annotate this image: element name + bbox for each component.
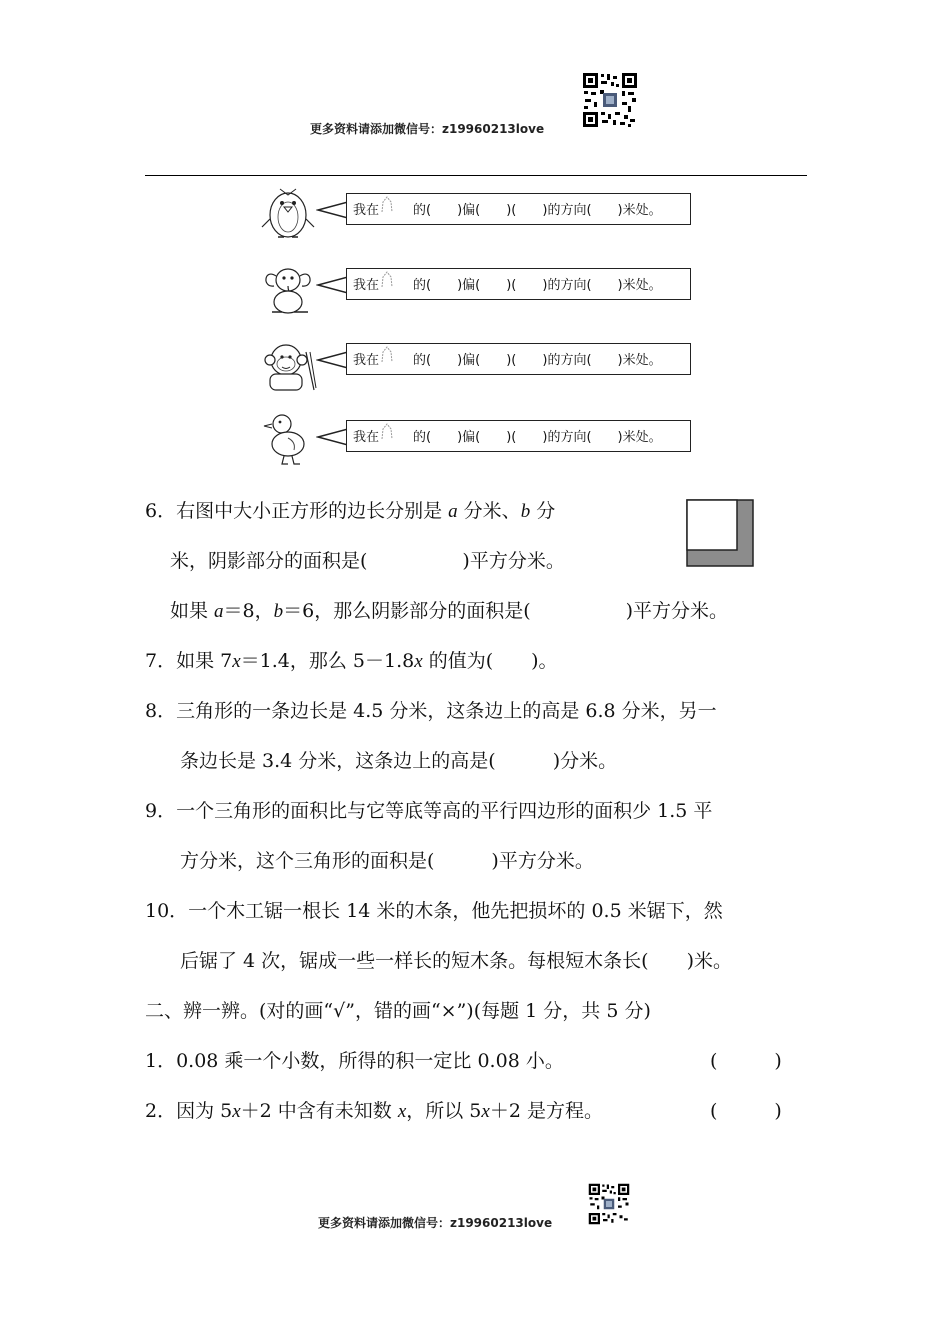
speech-tail — [316, 348, 348, 372]
var-b: b — [273, 601, 284, 622]
judge-text: ＋2 中含有未知数 — [240, 1100, 398, 1122]
small-animal-icon — [379, 344, 395, 364]
question-9-line-2: 方分米，这个三角形的面积是( )平方分米。 — [180, 850, 594, 872]
speech-bubble — [346, 193, 691, 225]
question-6-line-3 — [170, 596, 728, 623]
footer-wechat-text: 更多资料请添加微信号：z19960213love — [318, 1216, 553, 1230]
question-8-line-2: 条边长是 3.4 分米，这条边上的高是( )分米。 — [180, 750, 618, 772]
var-a: a — [448, 501, 458, 522]
speech-bubble — [346, 268, 691, 300]
var-x: x — [232, 651, 241, 672]
question-10-line-2: 后锯了 4 次，锯成一些一样长的短木条。每根短木条长( )米。 — [180, 950, 732, 972]
q7-text: 的值为( )。 — [422, 650, 558, 672]
var-x: x — [414, 651, 423, 672]
bubble-prefix: 我在 — [353, 353, 380, 368]
question-6-line-1 — [145, 496, 555, 523]
question-8-line-1: 8．三角形的一条边长是 4.5 分米，这条边上的高是 6.8 分米，另一 — [145, 700, 717, 722]
question-9-line-1: 9．一个三角形的面积比与它等底等高的平行四边形的面积少 1.5 平 — [145, 800, 713, 822]
section-2-title: 二、辨一辨。(对的画“√”，错的画“×”)(每题 1 分，共 5 分) — [145, 1000, 651, 1022]
q6-text: 分 — [530, 500, 556, 522]
judge-text: ，所以 5 — [406, 1100, 482, 1122]
header-wechat-text: 更多资料请添加微信号：z19960213love — [310, 122, 545, 136]
q6-text: ＝8， — [223, 600, 274, 622]
var-x: x — [397, 1101, 407, 1122]
judge-answer-1[interactable]: ( ) — [710, 1050, 782, 1072]
judge-item-2 — [145, 1096, 603, 1123]
speech-bubble — [346, 420, 691, 452]
small-animal-icon — [379, 269, 395, 289]
judge-answer-2[interactable]: ( ) — [710, 1100, 782, 1122]
bubble-rest: 的( )偏( )( )的方向( )米处。 — [413, 203, 662, 218]
small-animal-icon — [379, 194, 395, 214]
bubble-rest: 的( )偏( )( )的方向( )米处。 — [413, 278, 662, 293]
q6-text: 6．右图中大小正方形的边长分别是 — [145, 500, 449, 522]
speech-bubble — [346, 343, 691, 375]
q7-text: ＝1.4，那么 5－1.8 — [240, 650, 415, 672]
bubble-prefix: 我在 — [353, 278, 380, 293]
judge-text: 2．因为 5 — [145, 1100, 233, 1122]
qr-code-icon — [582, 72, 638, 128]
bubble-rest: 的( )偏( )( )的方向( )米处。 — [413, 353, 662, 368]
question-10-line-1: 10．一个木工锯一根长 14 米的木条，他先把损坏的 0.5 米锯下，然 — [145, 900, 723, 922]
header-divider — [145, 175, 807, 176]
bubble-prefix: 我在 — [353, 430, 380, 445]
monkey-icon — [258, 338, 318, 398]
q6-text: 如果 — [170, 600, 215, 622]
qr-code-icon — [588, 1183, 630, 1225]
small-animal-icon — [379, 421, 395, 441]
bubble-rest: 的( )偏( )( )的方向( )米处。 — [413, 430, 662, 445]
var-x: x — [232, 1101, 241, 1122]
duck-icon — [258, 408, 318, 468]
speech-tail — [316, 198, 348, 222]
question-7 — [145, 646, 558, 673]
elephant-icon — [258, 258, 318, 318]
judge-text: ＋2 是方程。 — [489, 1100, 603, 1122]
question-6-line-2: 米，阴影部分的面积是( )平方分米。 — [170, 550, 565, 572]
q6-text: 分米、 — [457, 500, 521, 522]
speech-tail — [316, 273, 348, 297]
squares-figure — [686, 499, 754, 567]
speech-tail — [316, 425, 348, 449]
var-x: x — [481, 1101, 490, 1122]
var-b: b — [520, 501, 531, 522]
q6-text: ＝6，那么阴影部分的面积是( )平方分米。 — [283, 600, 729, 622]
q7-text: 7．如果 7 — [145, 650, 233, 672]
var-a: a — [214, 601, 224, 622]
judge-item-1: 1．0.08 乘一个小数，所得的积一定比 0.08 小。 — [145, 1050, 564, 1072]
bubble-prefix: 我在 — [353, 203, 380, 218]
penguin-icon — [258, 183, 318, 243]
